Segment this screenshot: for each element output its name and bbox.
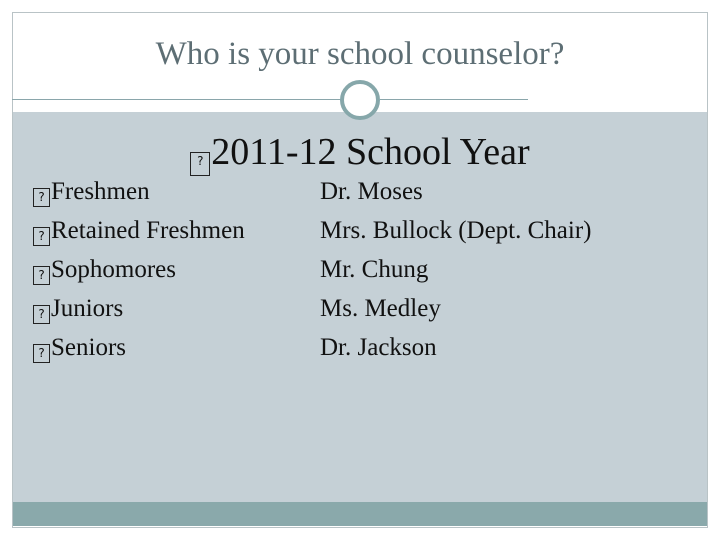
circle-ornament-icon <box>340 80 380 120</box>
bottom-accent-bar <box>13 502 707 526</box>
list-item <box>0 256 720 292</box>
bullet-glyph-icon: ? <box>33 344 50 363</box>
counselor-name: Dr. Moses <box>320 178 423 205</box>
list-item <box>0 217 720 253</box>
counselor-name: Mrs. Bullock (Dept. Chair) <box>320 217 592 244</box>
school-year-heading <box>0 130 720 176</box>
student-group: ? Seniors <box>33 334 126 363</box>
list-item <box>0 295 720 331</box>
counselor-name: Mr. Chung <box>320 256 429 283</box>
student-group: ? Juniors <box>33 295 123 324</box>
bullet-glyph-icon: ? <box>33 305 50 324</box>
student-group: ? Retained Freshmen <box>33 217 245 246</box>
bullet-glyph-icon: ? <box>33 266 50 285</box>
counselor-name: Dr. Jackson <box>320 334 437 361</box>
list-item <box>0 334 720 370</box>
school-year-text: 2011-12 School Year <box>211 131 530 173</box>
list-item <box>0 178 720 214</box>
bullet-glyph-icon: ? <box>33 188 50 207</box>
bullet-glyph-icon: ? <box>33 227 50 246</box>
slide-title: Who is your school counselor? <box>155 36 565 72</box>
title-divider-left <box>12 99 342 100</box>
counselor-name: Ms. Medley <box>320 295 441 322</box>
bullet-glyph-icon: ? <box>190 152 210 176</box>
student-group: ? Freshmen <box>33 178 150 207</box>
title-divider-right <box>380 99 528 100</box>
student-group: ? Sophomores <box>33 256 176 285</box>
